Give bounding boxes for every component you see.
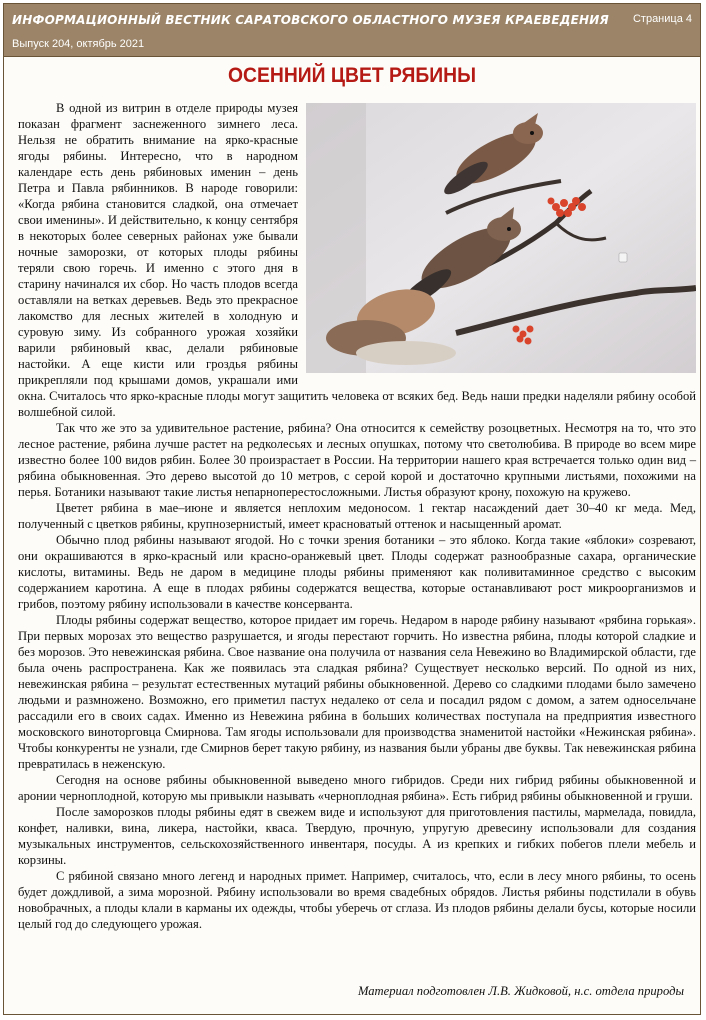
article-body [18,100,696,932]
paragraph-6: Сегодня на основе рябины обыкновенной выведено много гибридов. Среди них гибрид рябины обыкновенной и аронии черноплодной, которую мы привыкли называть «черноплодная рябина». Есть гибрид рябины обыкновенной и груши. [18,773,696,803]
issue-info: Выпуск 204, октябрь 2021 [12,38,145,50]
paragraph-1: В одной из витрин в отделе природы музея показан фрагмент заснеженного зимнего леса. Нельзя не обратить внимание на ярко-красные ягоды рябины. Интересно, что в народном календаре есть день рябиновых именин – день Петра и Павла рябинников. В народе говорили: «Когда рябина становится сладкой, она отмечает свои именины». И действительно, к концу сентября в некоторых более северных районах уже бывали ночные заморозки, от которых плоды рябины теряли свою горечь. И именно с этого дня в старину начинался их сбор. Но часть плодов всегда оставляли на ветках деревьев. Ведь это прекрасное лакомство для лесных жителей в холодную и суровую зиму. Из собранного урожая хозяйки варили рябиновый квас, делали рябиновые настойки. А еще кисти или гроздья рябины прикрепляли под крышами домов, украшали ими окна. Считалось что ярко-красные плоды могут защитить человека от всяких бед. Ведь наши предки наделяли рябину особой волшебной силой. [18,101,696,419]
paragraph-7: После заморозков плоды рябины едят в свежем виде и используют для приготовления пастилы, мармелада, повидла, конфет, наливки, вина, ликера, настойки, кваса. Твердую, прочную, упругую древесину использовали для создания музыкальных инструментов, сельскохозяйственного инвентаря, посуды. А из крепких и гибких побегов плели мебель и корзины. [18,805,696,867]
paragraph-3: Цветет рябина в мае–июне и является неплохим медоносом. 1 гектар насаждений дает 30–40 кг меда. Мед, полученный с цветков рябины, крупнозернистый, имеет красноватый оттенок и насыщенный аромат. [18,501,696,531]
paragraph-2: Так что же это за удивительное растение, рябина? Она относится к семейству розоцветных. Несмотря на то, что это лесное растение, рябина лучше растет на редколесьях и лесных опушках, потому что светолюбива. В природе во всем мире известно более 100 видов рябин. Более 30 произрастает в России. На территории нашего края встречается только один вид – рябина обыкновенная. Это дерево высотой до 10 метров, с серой корой и достаточно крупными листьями, похожими на перья. Ботаники называют такие листья непарноперестосложными. Листья образуют крону, похожую на кружево. [18,421,696,499]
paragraph-5: Плоды рябины содержат вещество, которое придает им горечь. Недаром в народе рябину называют «рябина горькая». При первых морозах это вещество разрушается, и ягоды перестают горчить. Но известна рябина, плоды которой сладкие и без морозов. Это невежинская рябина. Свое название она получила от названия села Невежино во Владимирской области, где была очень распространена. Как же появилась эта сладкая рябина? Существует несколько версий. По одной из них, невежинская рябина – результат естественных мутаций рябины обыкновенной. Дерево со сладкими плодами было замечено людьми и размножено. Возможно, его приметил пастух недалеко от села и посадил рядом с домом, а затем односельчане рассадили его в своих садах. Именно из Невежина рябина в больших количествах поступала на предприятия известного московского виноторговца Смирнова. Там ягоды использовали для производства знаменитой настойки «Нежинская рябина». Чтобы конкуренты не узнали, где Смирнов берет такую рябину, из названия были убраны две буквы. Так невежинская рябина превратилась в неженскую. [18,613,696,771]
waxwing-museum-photo [306,103,696,373]
newsletter-page [3,3,701,1015]
paragraph-8: С рябиной связано много легенд и народных примет. Например, считалось, что, если в лесу много рябины, то осень будет дождливой, а зима морозной. Рябину использовали во время свадебных обрядов. Листья рябины подстилали в обувь новобрачных, а плоды клали в карманы их одежды, чтобы уберечь от сглаза. Из плодов рябины делали бусы, которые носили целый год до следующего урожая. [18,869,696,931]
paragraph-4: Обычно плод рябины называют ягодой. Но с точки зрения ботаники – это яблоко. Когда такие «яблоки» созревают, они окрашиваются в ярко-красный или красно-оранжевый цвет. Плоды содержат разнообразные сахара, органические кислоты, витамины. Ведь не даром в медицине плоды рябины применяют как поливитаминное средство с высоким содержанием каротина. А еще в плодах рябины содержатся вещества, которые останавливают рост микроорганизмов и грибов, поэтому рябину использовали в качестве консерванта. [18,533,696,611]
newsletter-title: ИНФОРМАЦИОННЫЙ ВЕСТНИК САРАТОВСКОГО ОБЛАСТНОГО МУЗЕЯ КРАЕВЕДЕНИЯ [12,13,609,27]
page-number: Страница 4 [632,13,692,25]
waxwing-birds-illustration [306,103,696,373]
author-signature: Материал подготовлен Л.В. Жидковой, н.с. отдела природы [357,984,684,998]
article-title: ОСЕННИЙ ЦВЕТ РЯБИНЫ [228,64,476,87]
newsletter-header [4,4,700,57]
